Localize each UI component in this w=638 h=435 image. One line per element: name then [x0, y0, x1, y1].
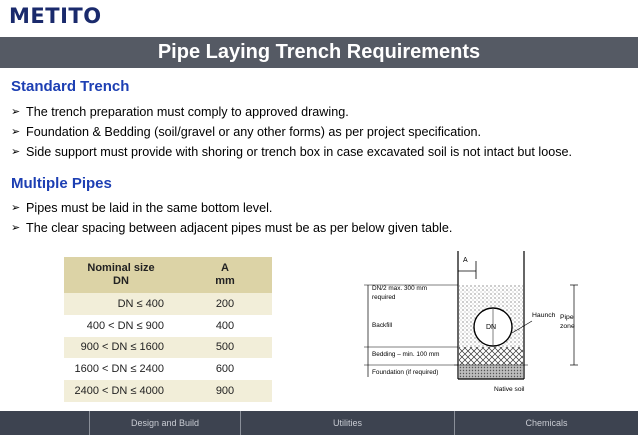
title-bar: [0, 37, 638, 68]
haunch-label: Haunch: [532, 312, 556, 319]
foundation-label: Foundation (if required): [372, 369, 439, 376]
footer-design-and-build: Design and Build: [89, 411, 240, 435]
logo-text: METITO: [9, 4, 102, 28]
footer-chemicals: Chemicals: [454, 411, 638, 435]
arrow-bullet-icon: ➢: [11, 146, 21, 158]
multiple-pipes-bullets: [11, 198, 452, 238]
footer-segment-blank: [0, 411, 89, 435]
trench-cross-section-diagram: [354, 249, 594, 399]
table-cell-a: 200: [178, 293, 272, 315]
backfill-label: Backfill: [372, 322, 393, 329]
table-cell-dn: 400 < DN ≤ 900: [64, 315, 178, 337]
table-row: [64, 293, 272, 315]
table-cell-dn: DN ≤ 400: [64, 293, 178, 315]
bullet-text: The clear spacing between adjacent pipes must be as per below given table.: [26, 221, 453, 235]
pipe-zone-label-1: Pipe: [560, 314, 574, 321]
footer-bar: [0, 411, 638, 435]
bullet-text: Pipes must be laid in the same bottom level.: [26, 201, 273, 215]
table-row: [64, 315, 272, 337]
standard-trench-bullets: [11, 102, 572, 162]
dimension-a-label: A: [463, 257, 468, 264]
pipe-dn-label: DN: [486, 324, 497, 331]
top-note-line-2: required: [372, 294, 396, 301]
pipe-spacing-table: [64, 257, 272, 402]
bedding-layer: [459, 347, 523, 365]
table-cell-dn: 1600 < DN ≤ 2400: [64, 358, 178, 380]
table-cell-a: 900: [178, 380, 272, 402]
company-logo: [9, 6, 102, 27]
section-heading-standard-trench: Standard Trench: [11, 78, 130, 95]
table-cell-a: 500: [178, 337, 272, 359]
bullet-item: [11, 198, 452, 218]
section-heading-multiple-pipes: Multiple Pipes: [11, 175, 112, 192]
table-cell-a: 600: [178, 358, 272, 380]
foundation-layer: [459, 365, 523, 379]
top-note-line-1: DN/2 max. 300 mm: [372, 285, 428, 292]
arrow-bullet-icon: ➢: [11, 106, 21, 118]
bullet-item: [11, 122, 572, 142]
table-cell-dn: 900 < DN ≤ 1600: [64, 337, 178, 359]
bullet-text: Foundation & Bedding (soil/gravel or any other forms) as per project specification.: [26, 125, 482, 139]
header-a-mm: A mm: [178, 257, 272, 293]
bedding-label: Bedding – min. 100 mm: [372, 351, 440, 358]
bullet-item: [11, 102, 572, 122]
header-nominal-size: Nominal size DN: [64, 257, 178, 293]
native-soil-label: Native soil: [494, 386, 525, 393]
table-row: [64, 337, 272, 359]
arrow-bullet-icon: ➢: [11, 202, 21, 214]
table-row: [64, 358, 272, 380]
table-header-row: [64, 257, 272, 293]
bullet-item: [11, 142, 572, 162]
bullet-text: The trench preparation must comply to approved drawing.: [26, 105, 349, 119]
bullet-item: [11, 218, 452, 238]
table-cell-a: 400: [178, 315, 272, 337]
table-cell-dn: 2400 < DN ≤ 4000: [64, 380, 178, 402]
table-row: [64, 380, 272, 402]
arrow-bullet-icon: ➢: [11, 126, 21, 138]
slide-title: Pipe Laying Trench Requirements: [157, 41, 481, 63]
pipe-zone-label-2: zone: [560, 323, 575, 330]
bullet-text: Side support must provide with shoring or trench box in case excavated soil is not intact but loose.: [26, 145, 573, 159]
arrow-bullet-icon: ➢: [11, 222, 21, 234]
footer-utilities: Utilities: [240, 411, 454, 435]
